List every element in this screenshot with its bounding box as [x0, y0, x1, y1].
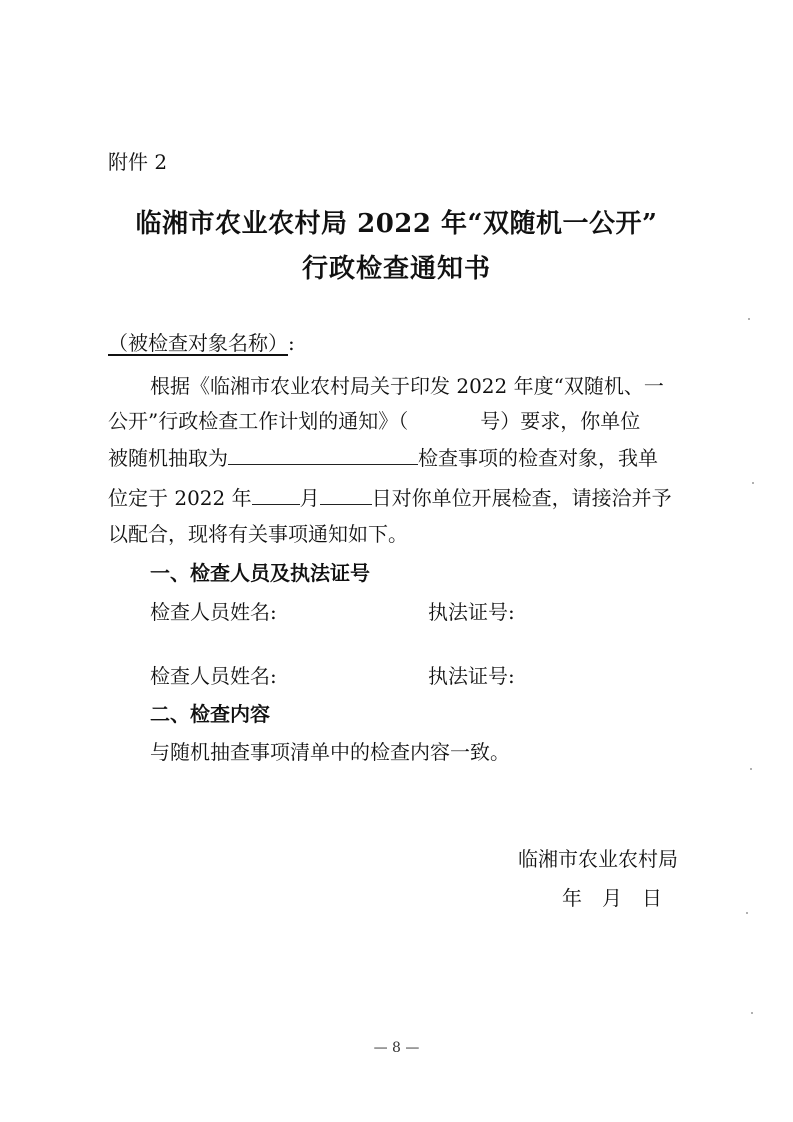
inspection-item-blank — [228, 463, 418, 465]
scan-speck — [751, 1012, 753, 1014]
document-title-line1: 临湘市农业农村局 2022 年“双随机一公开” — [135, 209, 658, 239]
scan-speck — [750, 768, 752, 770]
inspector2-name-label: 检查人员姓名: — [150, 664, 277, 688]
paragraph-line-4 — [108, 482, 672, 511]
addressee-colon: : — [288, 331, 295, 355]
scheduled-year-text: 位定于 2022 年 — [108, 486, 252, 510]
attachment-label: 附件 2 — [108, 150, 168, 174]
inspector1-license-label: 执法证号: — [428, 600, 515, 624]
page-number: — 8 — — [373, 1040, 420, 1056]
scan-speck — [752, 482, 754, 484]
day-rest-text: 日对你单位开展检查，请接洽并予 — [371, 486, 672, 510]
paragraph-line-1: 根据《临湘市农业农村局关于印发 2022 年度“双随机、一 — [150, 374, 664, 398]
section1-heading: 一、检查人员及执法证号 — [150, 561, 370, 585]
inspector1-name-label: 检查人员姓名: — [150, 600, 277, 624]
addressee-name: （被检查对象名称） — [108, 331, 288, 355]
day-blank — [320, 503, 372, 505]
month-text: 月 — [299, 486, 320, 510]
paragraph-line-3 — [108, 442, 658, 471]
inspection-object-text: 检查事项的检查对象，我单 — [418, 446, 658, 470]
paragraph-line-5: 以配合，现将有关事项通知如下。 — [108, 522, 408, 546]
addressee-line — [108, 327, 295, 356]
paragraph-line-2 — [108, 405, 640, 434]
notice-ref-text: 公开”行政检查工作计划的通知》（ — [108, 409, 409, 433]
requirement-text: 号）要求，你单位 — [480, 409, 641, 433]
section2-heading: 二、检查内容 — [150, 702, 270, 726]
document-title-line2: 行政检查通知书 — [301, 254, 491, 284]
inspector2-license-label: 执法证号: — [428, 664, 515, 688]
selected-as-text: 被随机抽取为 — [108, 446, 228, 470]
signature-organization: 临湘市农业农村局 — [518, 847, 678, 871]
scan-speck — [748, 318, 750, 320]
scan-speck — [746, 912, 748, 914]
month-blank — [252, 503, 300, 505]
signature-date: 年 月 日 — [562, 886, 662, 910]
section2-text: 与随机抽查事项清单中的检查内容一致。 — [150, 740, 510, 764]
